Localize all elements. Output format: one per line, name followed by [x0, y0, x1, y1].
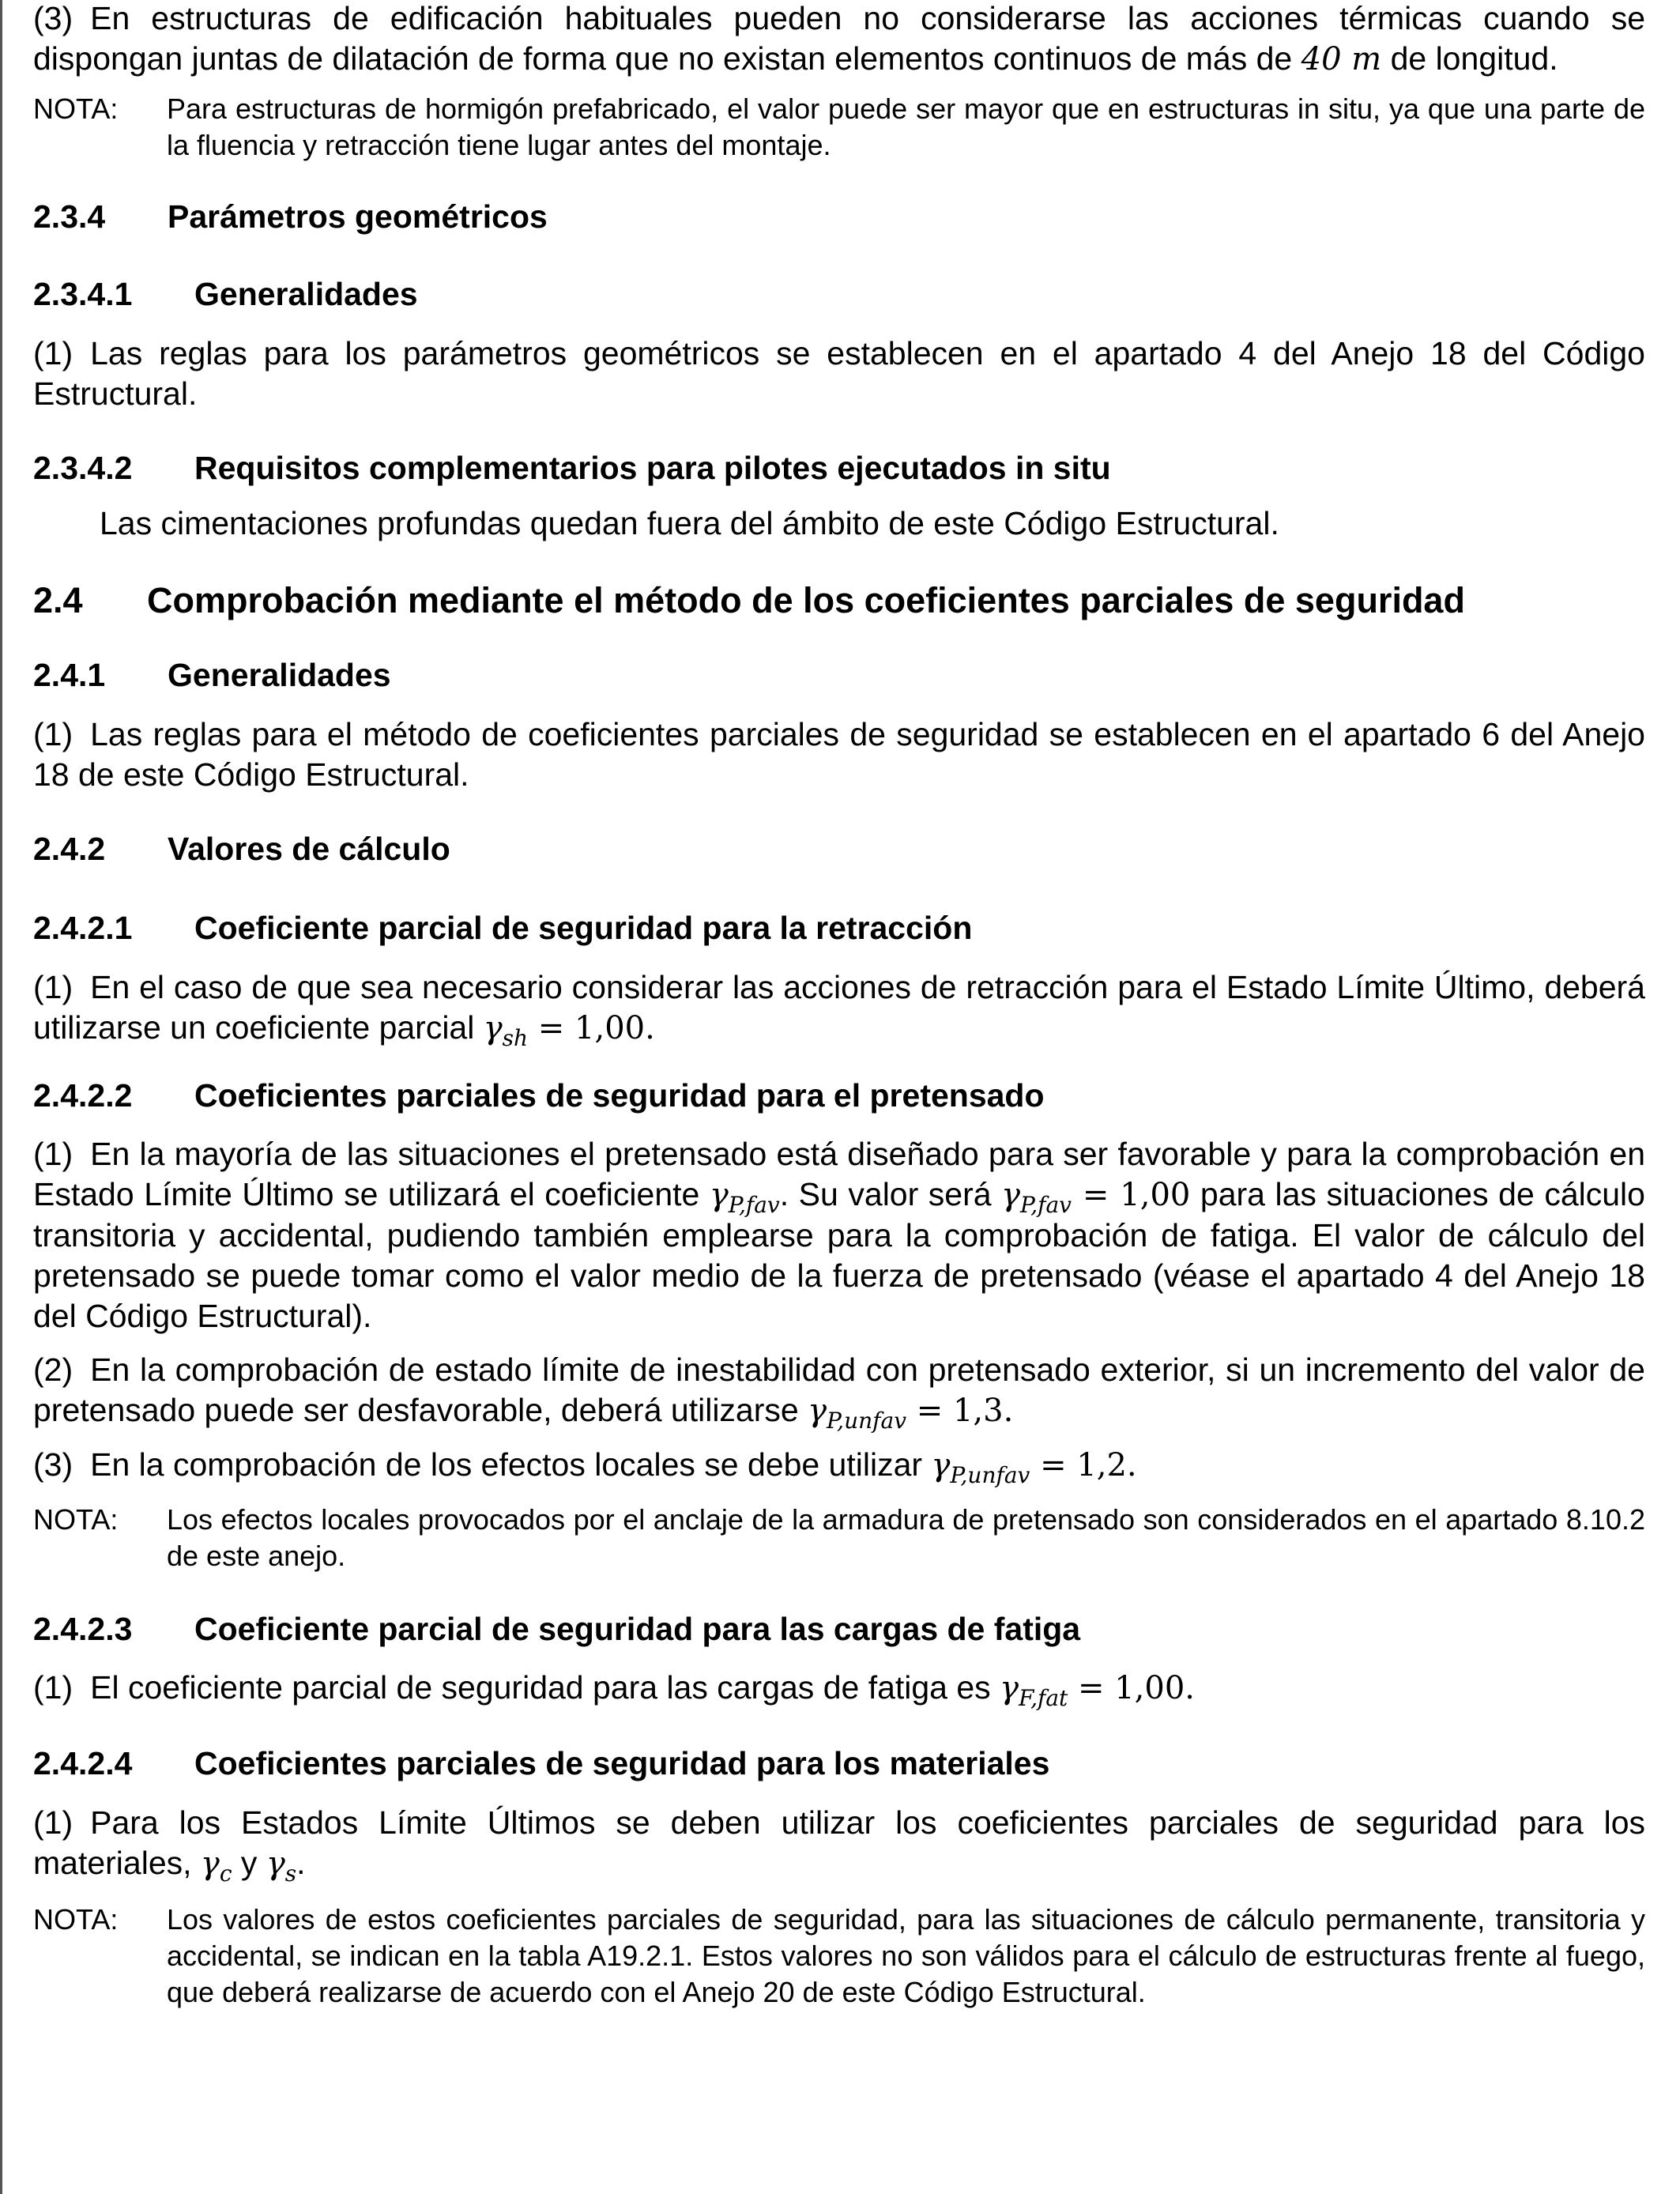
paragraph-text: El coeficiente parcial de seguridad para las cargas de fatiga es [90, 1669, 991, 1706]
paragraph-fatigue [33, 1668, 1645, 1709]
paragraph-text: En la mayoría de las situaciones el pretensado está diseñado para ser favorable y para la comprobación en Estado Límite Último se utilizará el coeficiente [33, 1136, 1645, 1212]
math-gamma-p-unfav-local: $\gamma_{P,unfav} = 1,2$. [931, 1447, 1137, 1488]
heading-title: Comprobación mediante el método de los coeficientes parciales de seguridad [147, 580, 1465, 620]
heading-number: 2.3.4.1 [33, 276, 133, 312]
document-page [33, 0, 1645, 2011]
heading-2-3-4-1 [33, 274, 1645, 314]
note-materials [33, 1902, 1645, 2011]
paragraph-text: . Su valor será [779, 1176, 992, 1212]
math-gamma-c: $\gamma_c$ [200, 1845, 232, 1887]
paragraph-text: Las cimentaciones profundas quedan fuera del ámbito de este Código Estructural. [100, 505, 1279, 541]
math-gamma-f-fat: $\gamma_{F,fat} = 1,00$. [1000, 1670, 1196, 1711]
heading-title: Coeficiente parcial de seguridad para las cargas de fatiga [194, 1611, 1081, 1647]
heading-number: 2.4.2.3 [33, 1611, 133, 1647]
paragraph-number: (1) [33, 335, 73, 371]
heading-title: Parámetros geométricos [168, 198, 548, 235]
paragraph-text: En la comprobación de estado límite de inestabilidad con pretensado exterior, si un incremento del valor de pretensado puede ser desfavorable, deberá utilizarse [33, 1351, 1645, 1428]
note-label: NOTA: [33, 1903, 119, 1936]
heading-title: Coeficientes parciales de seguridad para el pretensado [194, 1077, 1045, 1114]
paragraph-text: y [232, 1845, 266, 1881]
paragraph-shrinkage [33, 967, 1645, 1049]
note-precast [33, 91, 1645, 164]
heading-2-4-2-2 [33, 1076, 1645, 1115]
heading-2-4-1 [33, 655, 1645, 695]
note-text: Para estructuras de hormigón prefabricado, el valor puede ser mayor que en estructuras in situ, ya que una parte de la fluencia y retracción tiene lugar antes del montaje. [167, 92, 1645, 161]
heading-2-4-2-4 [33, 1744, 1645, 1783]
note-label: NOTA: [33, 1503, 119, 1536]
heading-2-4 [33, 579, 1645, 623]
math-gamma-p-unfav: $\gamma_{P,unfav} = 1,3$. [808, 1393, 1014, 1434]
paragraph-text: En estructuras de edificación habituales pueden no considerarse las acciones térmicas cuando se dispongan juntas de dilatación de forma que no existan elementos continuos de más de [33, 0, 1645, 77]
heading-number: 2.4.2.4 [33, 1745, 133, 1781]
paragraph-text: para las situaciones de cálculo transitoria y accidental, pudiendo también emplearse para la comprobación de fatiga. El valor de cálculo del pretensado se puede tomar como el valor medio de la fuerza de pretensado (véase el apartado 4 del Anejo 18 del Código Estructural). [33, 1176, 1645, 1334]
math-length: 40 m [1301, 41, 1382, 77]
heading-2-4-2-3 [33, 1609, 1645, 1649]
note-label: NOTA: [33, 92, 119, 125]
paragraph-number: (1) [33, 1804, 73, 1841]
heading-title: Coeficientes parciales de seguridad para los materiales [194, 1745, 1050, 1781]
heading-number: 2.4.2.2 [33, 1077, 133, 1114]
paragraph-text: . [296, 1845, 306, 1881]
paragraph-materials [33, 1803, 1645, 1887]
paragraph-local-effects [33, 1445, 1645, 1486]
heading-number: 2.4.2 [33, 831, 106, 867]
paragraph-geometric-rules [33, 334, 1645, 414]
paragraph-text: En el caso de que sea necesario considerar las acciones de retracción para el Estado Límite Último, deberá utilizarse un coeficiente parcial [33, 969, 1645, 1046]
heading-number: 2.3.4.2 [33, 450, 133, 486]
paragraph-text: Las reglas para el método de coeficientes parciales de seguridad se establecen en el apartado 6 del Anejo 18 de este Código Estructural. [33, 716, 1645, 793]
paragraph-thermal-actions [33, 0, 1645, 80]
heading-2-3-4-2 [33, 448, 1645, 488]
paragraph-number: (3) [33, 0, 73, 36]
heading-2-4-2 [33, 829, 1645, 869]
paragraph-number: (3) [33, 1446, 73, 1483]
paragraph-prestress-favourable [33, 1134, 1645, 1336]
paragraph-number: (1) [33, 1136, 73, 1172]
paragraph-prestress-instability [33, 1350, 1645, 1434]
paragraph-number: (1) [33, 969, 73, 1005]
page-left-border [0, 0, 2, 2194]
paragraph-partial-coefficients-rules [33, 714, 1645, 795]
heading-title: Requisitos complementarios para pilotes ejecutados in situ [194, 450, 1111, 486]
paragraph-text-tail: de longitud. [1390, 40, 1558, 77]
note-local-effects [33, 1502, 1645, 1574]
math-gamma-p-fav: $\gamma_{P,fav}$ [709, 1177, 780, 1218]
math-gamma-s: $\gamma_s$ [266, 1845, 297, 1887]
note-text: Los efectos locales provocados por el anclaje de la armadura de pretensado son considerados en el apartado 8.10.2 de este anejo. [167, 1503, 1645, 1572]
paragraph-deep-foundations [33, 503, 1645, 544]
paragraph-text: En la comprobación de los efectos locales se debe utilizar [90, 1446, 923, 1483]
paragraph-number: (1) [33, 716, 73, 752]
math-gamma-sh: $\gamma_{sh} = 1,00$. [483, 1010, 655, 1051]
heading-title: Coeficiente parcial de seguridad para la retracción [194, 910, 973, 946]
heading-title: Valores de cálculo [168, 831, 450, 867]
math-gamma-p-fav-value: $\gamma_{P,fav} = 1,00$ [1001, 1177, 1191, 1218]
heading-number: 2.4.2.1 [33, 910, 133, 946]
heading-number: 2.3.4 [33, 198, 106, 235]
paragraph-number: (1) [33, 1669, 73, 1706]
paragraph-text: Las reglas para los parámetros geométricos se establecen en el apartado 4 del Anejo 18 del Código Estructural. [33, 335, 1645, 412]
paragraph-number: (2) [33, 1351, 73, 1388]
note-text: Los valores de estos coeficientes parciales de seguridad, para las situaciones de cálculo permanente, transitoria y accidental, se indican en la tabla A19.2.1. Estos valores no son válidos para el cálculo de estructuras frente al fuego, que deberá realizarse de acuerdo con el Anejo 20 de este Código Estructural. [167, 1903, 1645, 2008]
paragraph-text: Para los Estados Límite Últimos se deben utilizar los coeficientes parciales de seguridad para los materiales, [33, 1804, 1645, 1881]
heading-number: 2.4 [33, 580, 83, 620]
heading-2-3-4 [33, 197, 1645, 236]
heading-2-4-2-1 [33, 908, 1645, 948]
heading-number: 2.4.1 [33, 657, 106, 693]
heading-title: Generalidades [194, 276, 418, 312]
heading-title: Generalidades [168, 657, 391, 693]
